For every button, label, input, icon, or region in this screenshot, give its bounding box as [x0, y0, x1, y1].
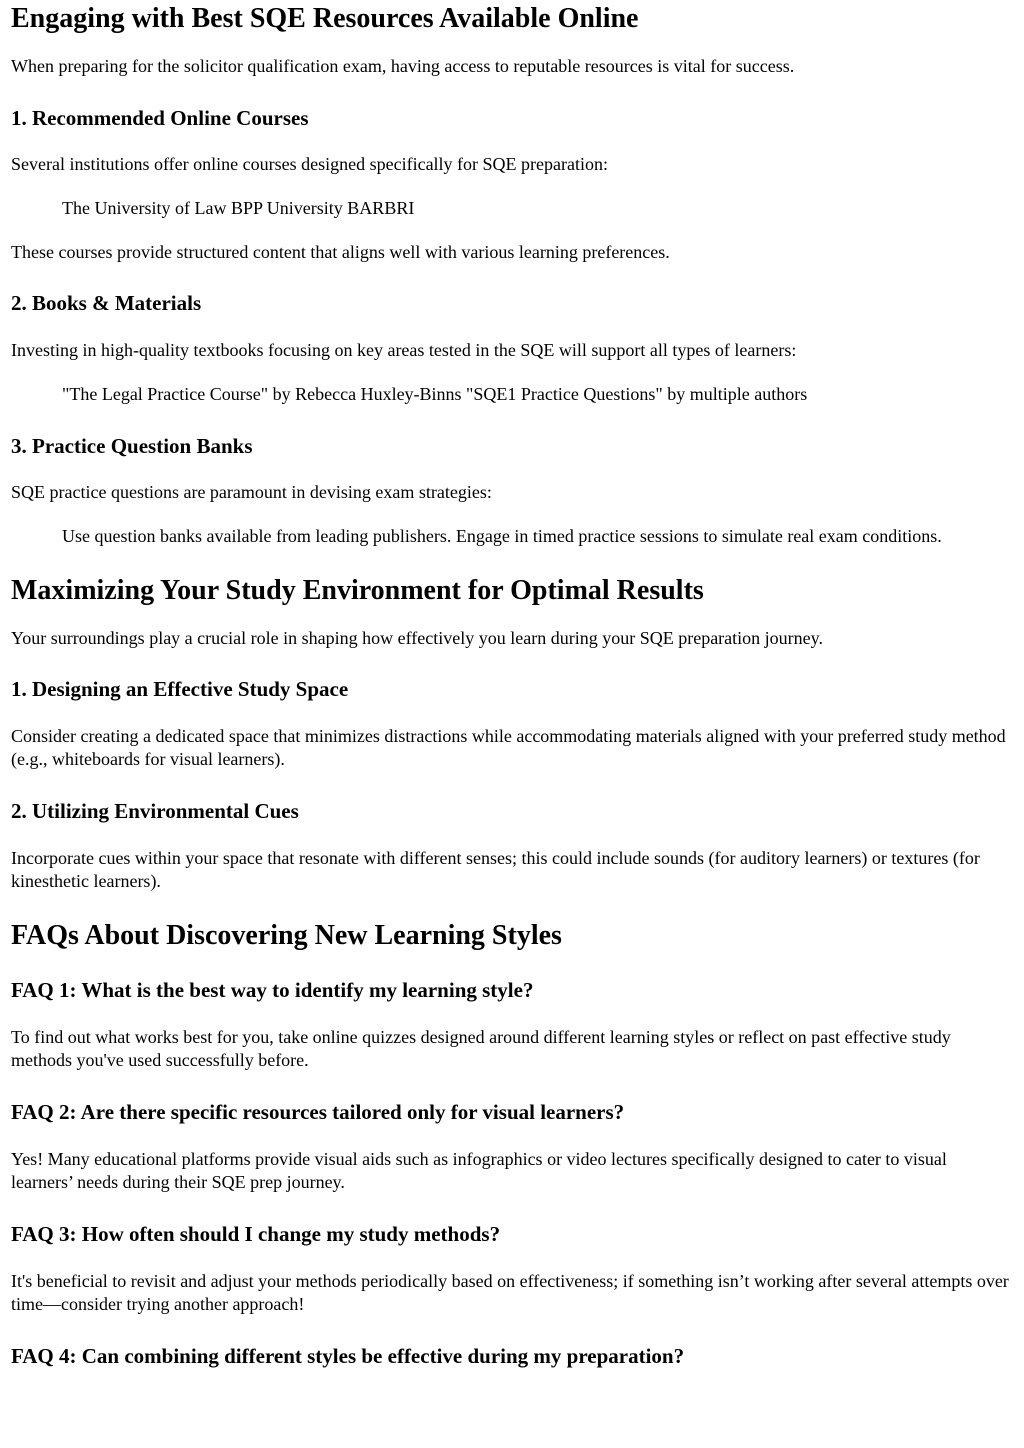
section-intro: When preparing for the solicitor qualification exam, having access to reputable resources is vital for success. [11, 56, 795, 76]
paragraph: Investing in high-quality textbooks focusing on key areas tested in the SQE will support all types of learners: [11, 340, 797, 360]
faq-question: FAQ 3: How often should I change my study methods? [11, 1222, 501, 1246]
paragraph: Incorporate cues within your space that resonate with different senses; this could include sounds (for auditory learners) or textures (for kinesthetic learners). [11, 848, 980, 891]
subheading-books-materials: 2. Books & Materials [11, 291, 202, 315]
section-intro: Your surroundings play a crucial role in shaping how effectively you learn during your SQE preparation journey. [11, 628, 823, 648]
section-heading-resources: Engaging with Best SQE Resources Available Online [11, 3, 639, 34]
section-heading-faqs: FAQs About Discovering New Learning Styles [11, 920, 562, 951]
subheading-online-courses: 1. Recommended Online Courses [11, 106, 309, 130]
paragraph: SQE practice questions are paramount in devising exam strategies: [11, 482, 492, 502]
faq-question: FAQ 4: Can combining different styles be effective during my preparation? [11, 1344, 685, 1368]
faq-question: FAQ 1: What is the best way to identify my learning style? [11, 978, 534, 1002]
paragraph: Several institutions offer online courses designed specifically for SQE preparation: [11, 154, 609, 174]
book-list: "The Legal Practice Course" by Rebecca Huxley-Binns "SQE1 Practice Questions" by multiple authors [62, 384, 808, 404]
article [0, 2, 1024, 1369]
faq-question: FAQ 2: Are there specific resources tailored only for visual learners? [11, 1100, 625, 1124]
faq-answer: It's beneficial to revisit and adjust your methods periodically based on effectiveness; if something isn’t working after several attempts over time—consider trying another approach! [11, 1271, 1009, 1314]
subheading-study-space: 1. Designing an Effective Study Space [11, 677, 349, 701]
faq-answer: Yes! Many educational platforms provide visual aids such as infographics or video lectures specifically designed to cater to visual learners’ needs during their SQE prep journey. [11, 1149, 947, 1192]
section-heading-study-environment: Maximizing Your Study Environment for Optimal Results [11, 575, 704, 606]
subheading-environmental-cues: 2. Utilizing Environmental Cues [11, 799, 299, 823]
paragraph: Consider creating a dedicated space that minimizes distractions while accommodating materials aligned with your preferred study method (e.g., whiteboards for visual learners). [11, 726, 1006, 769]
paragraph: These courses provide structured content that aligns well with various learning preferences. [11, 242, 670, 262]
faq-answer: To find out what works best for you, take online quizzes designed around different learning styles or reflect on past effective study methods you've used successfully before. [11, 1027, 951, 1070]
subheading-practice-question-banks: 3. Practice Question Banks [11, 434, 253, 458]
course-list: The University of Law BPP University BARBRI [62, 198, 415, 218]
practice-list: Use question banks available from leading publishers. Engage in timed practice sessions to simulate real exam conditions. [62, 526, 942, 546]
